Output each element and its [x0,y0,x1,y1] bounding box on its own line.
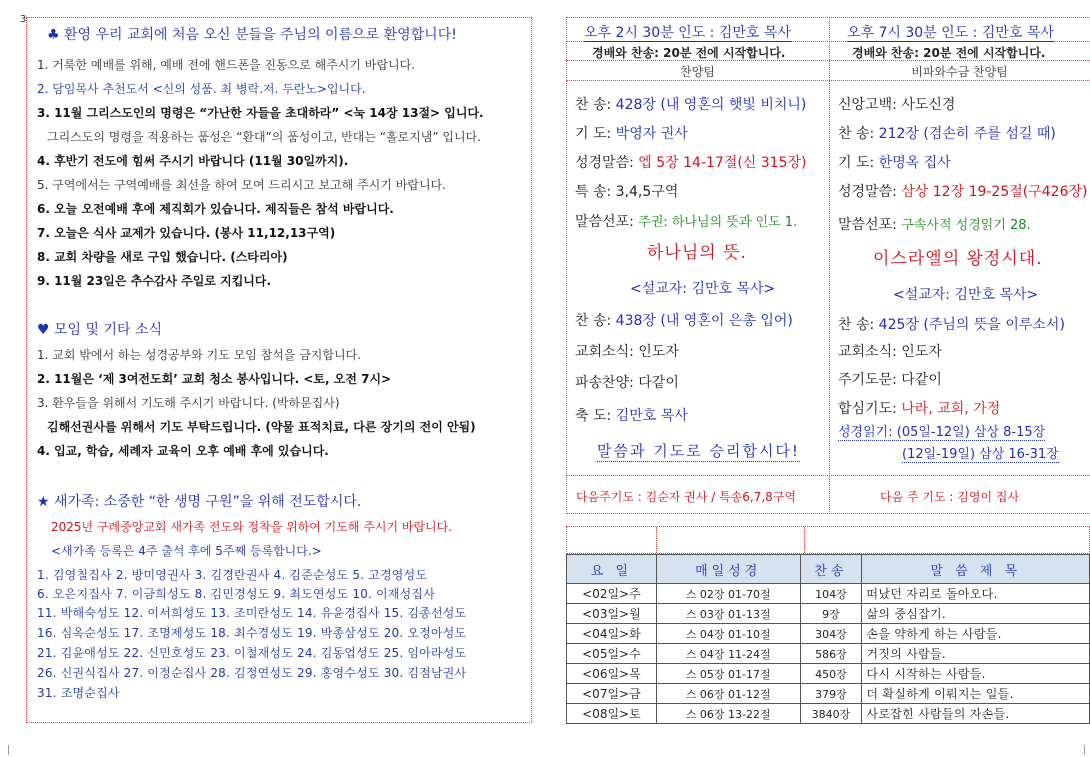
passage: 스 03장 01-13절 [656,604,800,624]
value: 428장 (내 영혼의 햇빛 비치니) [615,97,807,113]
newcomer-list-line: 31. 조명순집사 [37,686,120,700]
newcomer-list-line: 21. 김윤애성도 22. 신민호성도 23. 이철재성도 24. 김동업성도 25. 임아라성도 [37,646,467,660]
label: 합심기도: [838,401,897,417]
value: 구속사적 성경읽기 28. [901,218,1031,233]
label: 기 도: [838,155,875,171]
order-hymn [838,123,1056,143]
newcomer-list-line: 6. 오은지집사 7. 이금희성도 8. 김민경성도 9. 최도연성도 10. 이재성집사 [37,587,436,601]
label: 찬 송: [838,126,875,142]
service-7pm-title-text: 오후 7시 30분 인도 : 김만호 목사 [847,25,1054,41]
value: 엡 5장 14-17절(신 315장) [638,155,807,171]
value: 사도신경 [901,97,956,113]
bible-reading-2: (12일-19일) 삼상 16-31장 [902,443,1059,463]
value: 425장 (주님의 뜻을 이루소서) [878,317,1065,333]
order-lords-prayer [838,369,942,389]
welcome-item: 7. 오늘은 식사 교제가 있습니다. (봉사 11,12,13구역) [37,226,336,240]
day: <02일>주 [567,584,657,604]
table-row [567,684,1090,704]
welcome-item: 4. 후반기 전도에 힘써 주시기 바랍니다 (11월 30일까지). [37,154,349,168]
service-2pm-team: 찬양팀 [680,65,715,79]
preacher: <설교자: 김만호 목사> [893,287,1039,303]
value: 인도자 [638,344,679,360]
order-hymn [575,94,806,114]
value: 212장 (겸손히 주를 섬길 때) [878,126,1056,142]
sermon-title: 이스라엘의 왕정시대. [873,249,1043,269]
label: 성경말씀: [838,184,897,200]
order-hymn-2 [838,314,1065,334]
label: 성경말씀: [575,155,634,171]
order-sending [575,372,679,392]
label: 신앙고백: [838,97,897,113]
meetings-item: 1. 교회 밖에서 하는 성경공부와 기도 모임 참석을 금지합니다. [37,348,361,362]
day: <07일>금 [567,684,657,704]
crop-mark [1074,745,1085,755]
value: 나라, 교회, 가정 [901,401,1001,417]
welcome-item: 5. 구역에서는 구역예배를 최선을 하여 모여 드리시고 보고해 주시기 바랍니다. [37,178,446,192]
value: 인도자 [901,344,942,360]
divider [656,527,657,555]
order-scripture [575,152,807,172]
newcomers-prayer: 2025년 구례중앙교회 새가족 전도와 정착을 위하여 기도해 주시기 바랍니다. [51,520,453,534]
order-scripture [838,181,1087,201]
newcomer-list-line: 11. 박해숙성도 12. 이서희성도 13. 조미란성도 14. 유윤경집사 15. 김종선성도 [37,606,467,620]
meetings-title: ♥ 모임 및 기타 소식 [37,322,163,338]
table-row [567,604,1090,624]
newcomer-list-line: 1. 김영칠집사 2. 방미영권사 3. 김경란권사 4. 김준순성도 5. 고경영성도 [37,568,428,582]
order-news [575,341,679,361]
label: 특 송: [575,184,612,200]
welcome-item-text: 2. 담임목사 추천도서 <신의 성품. 최 병락.저. 두란노>입니다. [37,82,366,96]
order-special [575,181,678,201]
order-sermon [575,211,797,231]
value: 3,4,5구역 [615,184,679,200]
bible-reading-1: 성경읽기: (05일-12일) 삼상 8-15장 [838,421,1045,441]
title: 손을 약하게 하는 사람들. [862,624,1090,644]
title: 더 확실하게 이뤄지는 일들. [862,684,1090,704]
title: 다시 시작하는 사람들. [862,664,1090,684]
table-header-spacer [566,526,1090,554]
reading-table [566,554,1090,724]
col-passage: 매일성경 [656,555,800,584]
service-2pm-title [584,22,791,42]
hymn: 379장 [800,684,862,704]
label: 말씀선포: [575,214,634,230]
announcements-panel [26,17,532,723]
passage: 스 02장 01-70절 [656,584,800,604]
order-blessing [575,405,688,425]
newcomer-list-line: 16. 심옥순성도 17. 조명제성도 18. 최수경성도 19. 박종삼성도 20. 오정아성도 [37,626,467,640]
label: 찬 송: [838,317,875,333]
preacher: <설교자: 김만호 목사> [630,281,776,297]
title: 사로잡힌 사람들의 자손들. [862,704,1090,724]
label: 교회소식: [575,344,634,360]
passage: 스 06장 13-22절 [656,704,800,724]
service-2pm-sub: 경배와 찬송: 20분 전에 시작합니다. [592,46,786,60]
day: <03일>월 [567,604,657,624]
welcome-item: 6. 오늘 오전예배 후에 제직회가 있습니다. 제직들은 참석 바랍니다. [37,202,394,216]
order-prayer [575,123,688,143]
value: 한명옥 집사 [878,155,951,171]
table-row [567,584,1090,604]
day: <06일>목 [567,664,657,684]
col-hymn: 찬송 [800,555,862,584]
label: 찬 송: [575,97,612,113]
divider [566,80,1090,81]
meetings-item: 2. 11월은 ‘제 3여전도회’ 교회 청소 봉사입니다. <토, 오전 7시> [37,372,392,386]
service-2pm-title-text: 오후 2시 30분 인도 : 김만호 목사 [584,25,791,41]
value: 다같이 [901,372,942,388]
welcome-item: 1. 거룩한 예배를 위해, 예배 전에 핸드폰을 진동으로 해주시기 바랍니다. [37,58,415,72]
value: 주권: 하나님의 뜻과 인도 1. [638,215,798,230]
value: 삼상 12장 19-25절(구426장) [901,184,1088,200]
divider [566,475,1090,476]
order-hymn-2 [575,310,793,330]
label: 주기도문: [838,372,897,388]
order-sermon [838,214,1031,234]
hymn: 450장 [800,664,862,684]
hymn: 586장 [800,644,862,664]
newcomers-rule: <새가족 등록은 4주 출석 후에 5주째 등록합니다.> [51,544,322,558]
col-title: 말 씀 제 목 [862,555,1090,584]
hymn: 304장 [800,624,862,644]
order-prayer [838,152,951,172]
passage: 스 06장 01-12절 [656,684,800,704]
next-week-prayer: 다음주기도 : 김순자 권사 / 특송6,7,8구역 [576,490,796,504]
daily-reading-table [566,526,1090,728]
table-row [567,644,1090,664]
column-divider [829,17,830,514]
label: 찬 송: [575,313,612,329]
welcome-title: ♣ 환영 우리 교회에 처음 오신 분들을 주님의 이름으로 환영합니다! [47,27,457,43]
welcome-item: 그리스도의 명령을 적용하는 품성은 “환대”의 품성이고, 반대는 “홀로지냄” 입니다. [47,130,481,144]
label: 축 도: [575,408,612,424]
welcome-item: 8. 교회 차량을 새로 구입 했습니다. (스타리아) [37,250,288,264]
order-news [838,341,942,361]
label: 기 도: [575,126,612,142]
meetings-item: 3. 환우들을 위해서 기도해 주시기 바랍니다. (박하문집사) [37,396,340,410]
table-row [567,624,1090,644]
hymn: 104장 [800,584,862,604]
day: <04일>화 [567,624,657,644]
col-day: 요 일 [567,555,657,584]
passage: 스 04장 11-24절 [656,644,800,664]
title: 삶의 중심잡기. [862,604,1090,624]
service-7pm-sub: 경배와 찬송: 20분 전에 시작합니다. [852,46,1046,60]
slogan: 말씀과 기도로 승리합시다! [597,442,800,460]
label: 교회소식: [838,344,897,360]
order-joint-prayer [838,398,1000,418]
order-creed [838,94,955,114]
meetings-item: 4. 입교, 학습, 세례자 교육이 오후 예배 후에 있습니다. [37,444,329,458]
day: <08일>토 [567,704,657,724]
crop-mark [8,745,19,755]
value: 438장 (내 영혼이 은총 입어) [615,313,793,329]
service-7pm-team: 비파와수금 찬양팀 [911,65,1008,79]
passage: 스 04장 01-10절 [656,624,800,644]
value: 다같이 [638,375,679,391]
value: 박영자 권사 [615,126,688,142]
welcome-item [37,80,366,97]
hymn: 3840장 [800,704,862,724]
page-number: 3 [20,14,27,25]
newcomer-list-line: 26. 신권식집사 27. 이정순집사 28. 김정연성도 29. 홍영수성도 30. 김점남권사 [37,666,467,680]
meetings-item: 김해선권사를 위해서 기도 부탁드립니다. (약물 표적치료, 다른 장기의 전이 안됨) [47,420,476,434]
title: 거짓의 사람들. [862,644,1090,664]
service-7pm-title [847,22,1054,42]
divider [804,527,805,555]
day: <05일>수 [567,644,657,664]
table-row [567,664,1090,684]
sermon-title: 하나님의 뜻. [647,243,747,263]
newcomers-title: ★ 새가족: 소중한 “한 생명 구원”을 위해 전도합시다. [37,494,362,510]
table-row [567,704,1090,724]
label: 말씀선포: [838,217,897,233]
welcome-item: 3. 11월 그리스도인의 명령은 “가난한 자들을 초대하라” <눅 14장 13절> 입니다. [37,106,484,120]
welcome-item: 9. 11월 23일은 추수감사 주일로 지킵니다. [37,274,272,288]
title: 떠났던 자리로 돌아오다. [862,584,1090,604]
next-week-prayer: 다음 주 기도 : 김영이 집사 [880,490,1020,504]
value: 김만호 목사 [615,408,688,424]
hymn: 9장 [800,604,862,624]
passage: 스 05장 01-17절 [656,664,800,684]
label: 파송찬양: [575,375,634,391]
